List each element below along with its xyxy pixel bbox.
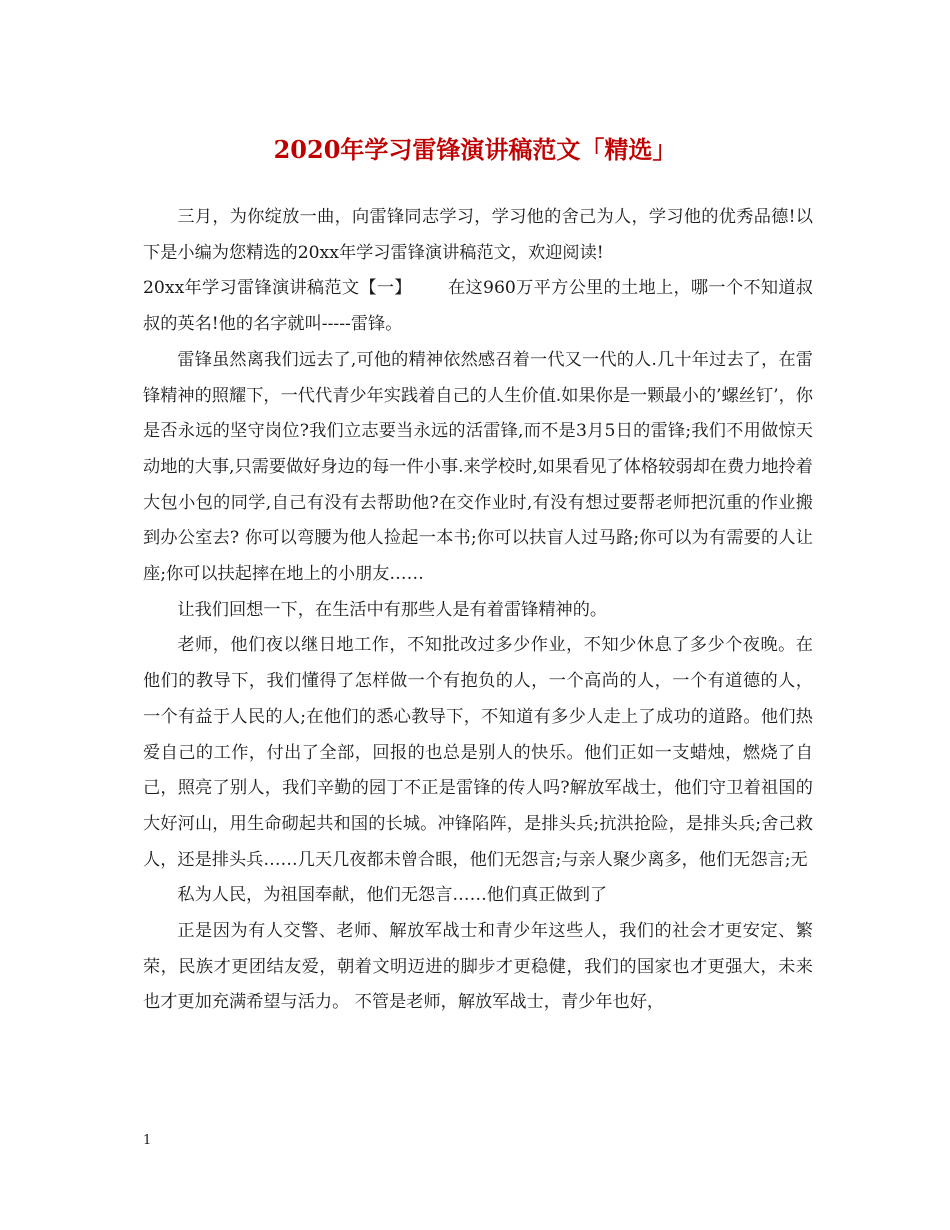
body-paragraph-2: 让我们回想一下，在生活中有那些人是有着雷锋精神的。: [177, 599, 608, 620]
intro-paragraph: 三月，为你绽放一曲，向雷锋同志学习，学习他的舍己为人，学习他的优秀品德!以下是小编为您精选的20xx年学习雷锋演讲稿范文，欢迎阅读!: [143, 207, 813, 263]
document-body: [143, 200, 813, 1021]
section-first-text: 在这960万平方公里的土地上，哪一个不知道叔叔的英名!他的名字就叫-----雷锋。: [143, 278, 813, 335]
section-paragraph: [143, 271, 813, 342]
body-paragraph-4: 私为人民，为祖国奉献，他们无怨言……他们真正做到了: [177, 885, 608, 906]
body-paragraph-1: 雷锋虽然离我们远去了,可他的精神依然感召着一代又一代的人.几十年过去了，在雷锋精神的照耀下，一代代青少年实践着自己的人生价值.如果你是一颗最小的’螺丝钉’，你是否永远的坚守岗位?我们立志要当永远的活雷锋,而不是3月5日的雷锋;我们不用做惊天动地的大事,只需要做好身边的每一件小事.来学校时,如果看见了体格较弱却在费力地拎着大包小包的同学,自己有没有去帮助他?在交作业时,有没有想过要帮老师把沉重的作业搬到办公室去? 你可以弯腰为他人捡起一本书;你可以扶盲人过马路;你可以为有需要的人让座;你可以扶起摔在地上的小朋友……: [143, 349, 813, 585]
section-heading: 20xx年学习雷锋演讲稿范文【一】: [143, 278, 412, 299]
body-paragraph-3: 老师，他们夜以继日地工作，不知批改过多少作业，不知少休息了多少个夜晚。在他们的教导下，我们懂得了怎样做一个有抱负的人，一个高尚的人，一个有道德的人，一个有益于人民的人;在他们的悉心教导下，不知道有多少人走上了成功的道路。他们热爱自己的工作，付出了全部，回报的也总是别人的快乐。他们正如一支蜡烛，燃烧了自己，照亮了别人，我们辛勤的园丁不正是雷锋的传人吗?解放军战士，他们守卫着祖国的大好河山，用生命砌起共和国的长城。冲锋陷阵，是排头兵;抗洪抢险，是排头兵;舍己救人，还是排头兵……几天几夜都未曾合眼，他们无怨言;与亲人聚少离多，他们无怨言;无: [143, 635, 813, 870]
document-title: 2020年学习雷锋演讲稿范文「精选」: [273, 135, 677, 164]
body-paragraph-5: 正是因为有人交警、老师、解放军战士和青少年这些人，我们的社会才更安定、繁荣，民族才更团结友爱，朝着文明迈进的脚步才更稳健，我们的国家也才更强大，未来也才更加充满希望与活力。 不管是老师，解放军战士，青少年也好，: [143, 921, 813, 1013]
page-number: 1: [143, 1133, 152, 1148]
